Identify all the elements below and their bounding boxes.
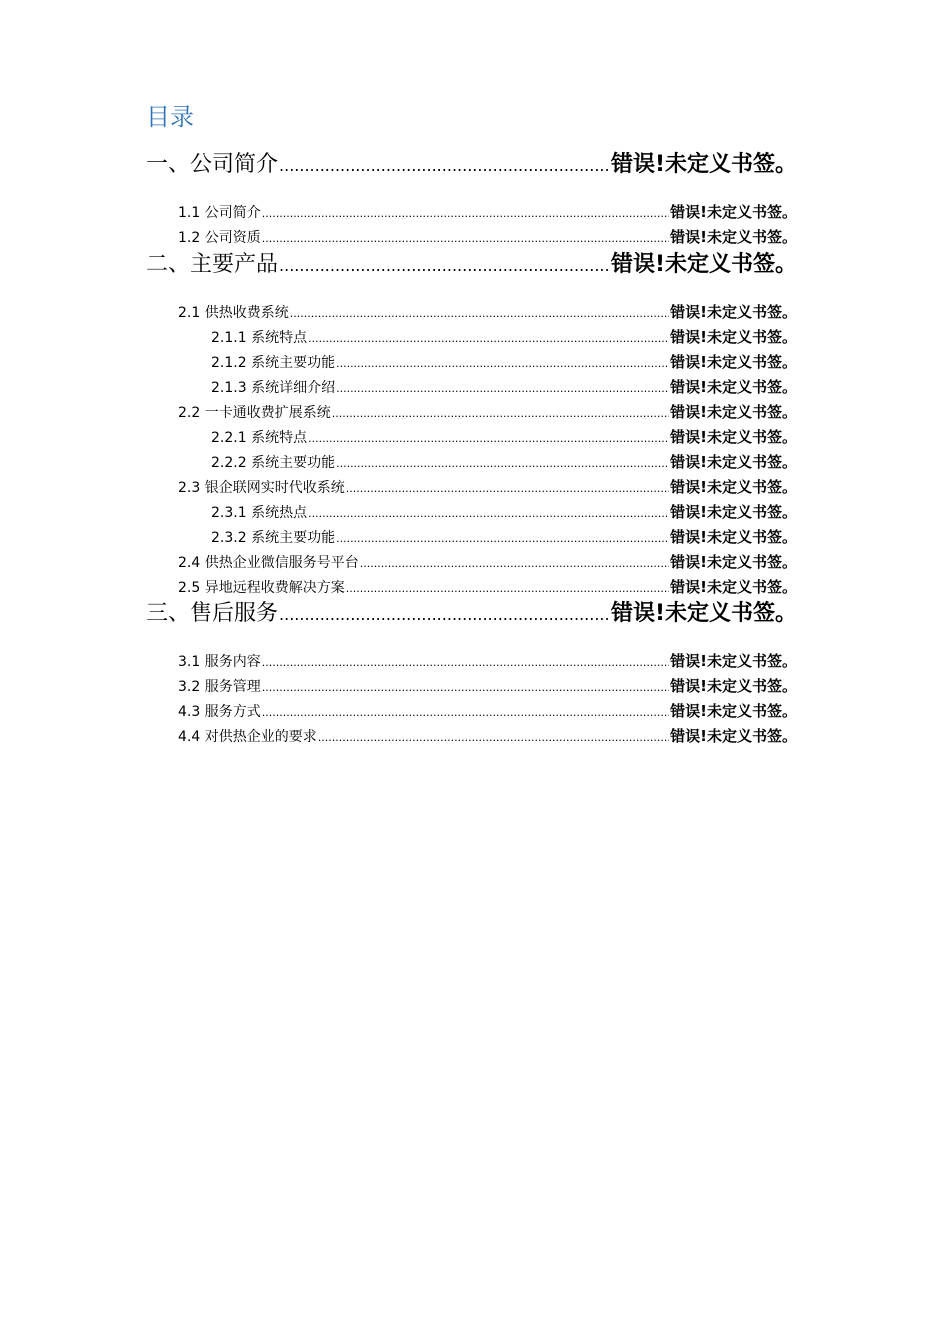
toc-entry[interactable] (178, 650, 797, 672)
toc-entry-page-ref: 错误!未定义书签。 (670, 677, 797, 695)
dot-leader (336, 378, 669, 400)
toc-entry[interactable] (178, 551, 797, 573)
dot-leader (336, 453, 669, 475)
toc-entry-label: 2.4 供热企业微信服务号平台 (178, 555, 359, 571)
dot-leader (279, 251, 610, 281)
toc-entry-label: 一、公司简介 (146, 152, 279, 177)
toc-entry-label: 1.2 公司资质 (178, 230, 261, 246)
dot-leader (262, 677, 669, 699)
toc-entry-label: 2.3 银企联网实时代收系统 (178, 480, 345, 496)
toc-entry-label: 2.3.1 系统热点 (211, 505, 308, 521)
dot-leader (318, 727, 669, 749)
toc-entry-label: 2.2 一卡通收费扩展系统 (178, 405, 331, 421)
toc-entry-page-ref: 错误!未定义书签。 (670, 578, 797, 596)
toc-entry[interactable] (211, 326, 797, 348)
toc-entry-label: 2.1.1 系统特点 (211, 330, 308, 346)
toc-entry[interactable] (178, 201, 797, 223)
toc-entry[interactable] (211, 501, 797, 523)
toc-entry-page-ref: 错误!未定义书签。 (670, 428, 797, 446)
toc-entry-label: 1.1 公司简介 (178, 205, 261, 221)
dot-leader (346, 578, 669, 600)
toc-entry[interactable] (211, 526, 797, 548)
toc-entry-page-ref: 错误!未定义书签。 (670, 228, 797, 246)
dot-leader (308, 428, 669, 450)
dot-leader (360, 553, 669, 575)
toc-entry[interactable] (211, 451, 797, 473)
toc-entry[interactable] (211, 351, 797, 373)
toc-entry[interactable] (178, 476, 797, 498)
toc-entry[interactable] (146, 150, 797, 180)
toc-entry-label: 4.3 服务方式 (178, 704, 261, 720)
toc-entry-label: 三、售后服务 (146, 601, 279, 626)
toc-entry-label: 4.4 对供热企业的要求 (178, 729, 317, 745)
toc-entry-label: 3.1 服务内容 (178, 654, 261, 670)
dot-leader (332, 403, 669, 425)
toc-entry-page-ref: 错误!未定义书签。 (610, 252, 797, 277)
toc-entry[interactable] (178, 725, 797, 747)
toc-entry-label: 2.1 供热收费系统 (178, 305, 289, 321)
dot-leader (262, 203, 669, 225)
toc-entry-page-ref: 错误!未定义书签。 (610, 601, 797, 626)
dot-leader (262, 652, 669, 674)
dot-leader (262, 228, 669, 250)
toc-entry-label: 2.2.1 系统特点 (211, 430, 308, 446)
toc-entry-page-ref: 错误!未定义书签。 (670, 203, 797, 221)
toc-entry[interactable] (178, 401, 797, 423)
toc-entry[interactable] (146, 250, 797, 280)
toc-entry-page-ref: 错误!未定义书签。 (670, 702, 797, 720)
toc-entry[interactable] (211, 426, 797, 448)
dot-leader (336, 528, 669, 550)
toc-entry[interactable] (178, 301, 797, 323)
dot-leader (279, 600, 610, 630)
toc-entry-label: 2.1.2 系统主要功能 (211, 355, 336, 371)
toc-entry-label: 2.2.2 系统主要功能 (211, 455, 336, 471)
dot-leader (279, 151, 610, 181)
toc-entry-label: 2.3.2 系统主要功能 (211, 530, 336, 546)
toc-entry-page-ref: 错误!未定义书签。 (670, 528, 797, 546)
toc-entry[interactable] (178, 226, 797, 248)
toc-entry-page-ref: 错误!未定义书签。 (670, 478, 797, 496)
toc-entry[interactable] (178, 675, 797, 697)
toc-entry-page-ref: 错误!未定义书签。 (670, 727, 797, 745)
dot-leader (290, 303, 669, 325)
dot-leader (346, 478, 669, 500)
dot-leader (336, 353, 669, 375)
toc-entry-label: 2.5 异地远程收费解决方案 (178, 580, 345, 596)
toc-entry-page-ref: 错误!未定义书签。 (670, 652, 797, 670)
toc-entry-page-ref: 错误!未定义书签。 (670, 553, 797, 571)
toc-title: 目录 (146, 103, 194, 131)
toc-entry-label: 2.1.3 系统详细介绍 (211, 380, 336, 396)
toc-entry-page-ref: 错误!未定义书签。 (670, 303, 797, 321)
dot-leader (262, 702, 669, 724)
toc-entry-label: 3.2 服务管理 (178, 679, 261, 695)
toc-entry[interactable] (178, 576, 797, 598)
toc-entry-page-ref: 错误!未定义书签。 (670, 453, 797, 471)
toc-entry[interactable] (178, 700, 797, 722)
toc-entry[interactable] (211, 376, 797, 398)
toc-entry-page-ref: 错误!未定义书签。 (670, 328, 797, 346)
dot-leader (308, 328, 669, 350)
toc-entry-page-ref: 错误!未定义书签。 (610, 152, 797, 177)
toc-entry-page-ref: 错误!未定义书签。 (670, 403, 797, 421)
toc-entry-page-ref: 错误!未定义书签。 (670, 503, 797, 521)
dot-leader (308, 503, 669, 525)
toc-entry[interactable] (146, 599, 797, 629)
toc-entry-page-ref: 错误!未定义书签。 (670, 353, 797, 371)
toc-entry-label: 二、主要产品 (146, 252, 279, 277)
toc-entry-page-ref: 错误!未定义书签。 (670, 378, 797, 396)
